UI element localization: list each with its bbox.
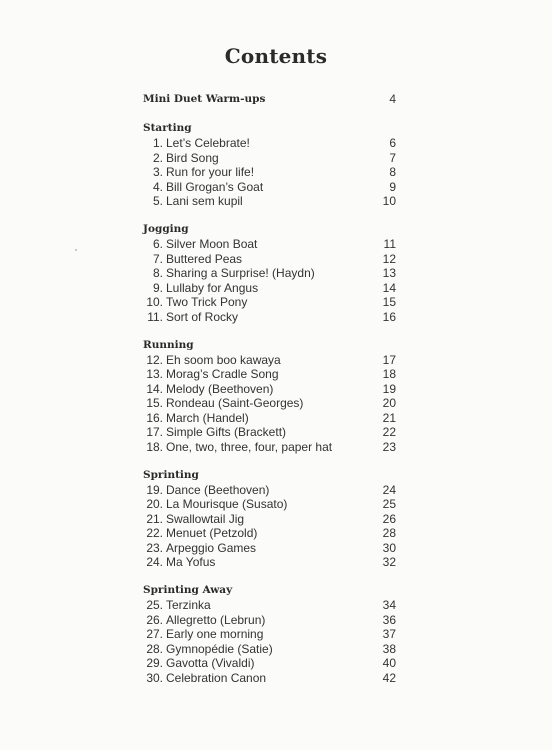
toc-entry[interactable]	[143, 642, 396, 657]
toc-entry[interactable]	[143, 526, 396, 541]
toc-entry[interactable]	[143, 555, 396, 570]
entry-title: Simple Gifts (Brackett)	[166, 425, 287, 439]
toc-section	[143, 222, 396, 324]
entry-page-number: 7	[389, 150, 396, 165]
entry-title: La Mourisque (Susato)	[166, 497, 288, 511]
entry-page-number: 18	[382, 367, 396, 381]
entry-title: Terzinka	[166, 598, 211, 612]
page-title: Contents	[224, 44, 328, 68]
entry-number: 4.	[152, 179, 163, 194]
entry-page-number: 16	[382, 309, 396, 324]
toc-entry[interactable]	[143, 180, 396, 195]
section-heading: Sprinting	[143, 468, 199, 481]
toc-entry[interactable]	[143, 353, 396, 368]
section-heading: Running	[143, 338, 194, 351]
toc-entry[interactable]	[143, 266, 396, 281]
entry-title: Gymnopédie (Satie)	[166, 641, 273, 656]
toc-entry[interactable]	[143, 310, 396, 325]
entry-number: 16.	[146, 410, 163, 425]
entry-page-number: 38	[382, 641, 396, 656]
toc-entry[interactable]	[143, 440, 396, 455]
entry-number: 5.	[152, 194, 163, 208]
entry-page-number: 34	[382, 598, 396, 612]
entry-title: Buttered Peas	[166, 251, 243, 266]
entry-title: Run for your life!	[166, 165, 255, 179]
entry-page-number: 21	[382, 410, 396, 425]
entry-number: 2.	[152, 150, 163, 165]
entry-page-number: 26	[382, 511, 396, 526]
entry-page-number: 24	[382, 482, 396, 497]
entry-page-number: 6	[389, 136, 396, 150]
entry-title: Melody (Beethoven)	[166, 381, 274, 396]
entry-number: 3.	[152, 165, 163, 179]
entry-title: One, two, three, four, paper hat	[166, 439, 333, 454]
entry-title: Morag’s Cradle Song	[166, 367, 279, 381]
entry-title: Dance (Beethoven)	[166, 482, 270, 497]
entry-title: March (Handel)	[166, 410, 249, 425]
entry-page-number: 40	[382, 656, 396, 670]
entry-number: 8.	[152, 266, 163, 280]
toc-intro-entry[interactable]	[143, 91, 396, 107]
toc-sections	[143, 121, 396, 685]
entry-number: 15.	[146, 396, 163, 410]
entry-number: 9.	[152, 280, 163, 295]
entry-number: 27.	[146, 627, 163, 641]
entry-page-number: 15	[382, 295, 396, 309]
toc-entry[interactable]	[143, 627, 396, 642]
toc-entry[interactable]	[143, 411, 396, 426]
toc-entry[interactable]	[143, 136, 396, 151]
entry-title: Sort of Rocky	[166, 309, 239, 324]
toc-section	[143, 121, 396, 209]
entry-title: Eh soom boo kawaya	[166, 352, 281, 367]
toc-entry[interactable]	[143, 656, 396, 671]
entry-number: 30.	[146, 670, 163, 685]
entry-title: Lani sem kupil	[166, 194, 243, 208]
toc-section	[143, 338, 396, 455]
toc-entry[interactable]	[143, 281, 396, 296]
entry-page-number: 28	[382, 526, 396, 540]
entry-title: Lullaby for Angus	[166, 280, 259, 295]
toc-entry[interactable]	[143, 151, 396, 166]
entry-page-number: 25	[382, 497, 396, 511]
entry-page-number: 20	[382, 396, 396, 410]
entry-number: 23.	[146, 540, 163, 555]
entry-page-number: 37	[382, 627, 396, 641]
section-heading: Starting	[143, 122, 192, 134]
entry-page-number: 12	[382, 251, 396, 266]
entry-page-number: 8	[389, 165, 396, 179]
entry-number: 29.	[146, 656, 163, 670]
entry-page-number: 19	[382, 381, 396, 396]
entry-number: 11.	[147, 309, 163, 324]
entry-title: Rondeau (Saint-Georges)	[166, 396, 304, 410]
entry-number: 21.	[146, 511, 163, 526]
entry-title: Celebration Canon	[166, 670, 267, 685]
toc-entry[interactable]	[143, 671, 396, 686]
toc-entry[interactable]	[143, 252, 396, 267]
toc-entry[interactable]	[143, 295, 396, 310]
toc-entry[interactable]	[143, 425, 396, 440]
entry-page-number: 23	[382, 439, 396, 454]
entry-number: 25.	[146, 598, 163, 612]
entry-number: 14.	[146, 381, 163, 396]
toc-section	[143, 583, 396, 685]
entry-number: 22.	[146, 526, 163, 540]
toc-entry[interactable]	[143, 367, 396, 382]
toc-entry[interactable]	[143, 497, 396, 512]
entry-title: Ma Yofus	[166, 555, 216, 569]
toc-entry[interactable]	[143, 483, 396, 498]
entry-title: Early one morning	[166, 627, 264, 641]
entry-number: 20.	[146, 497, 163, 511]
entry-number: 1.	[152, 136, 163, 150]
entry-page-number: 9	[389, 179, 396, 194]
entry-title: Gavotta (Vivaldi)	[166, 656, 255, 670]
entry-number: 18.	[146, 439, 163, 454]
toc-entry[interactable]	[143, 512, 396, 527]
toc-entry[interactable]	[143, 396, 396, 411]
entry-page-number: 10	[382, 194, 396, 208]
entry-number: 17.	[146, 425, 163, 439]
entry-number: 10.	[146, 295, 163, 309]
entry-page-number: 30	[382, 540, 396, 555]
entry-title: Two Trick Pony	[166, 295, 248, 309]
entry-number: 28.	[146, 641, 163, 656]
entry-number: 6.	[152, 237, 163, 251]
entry-title: Allegretto (Lebrun)	[166, 612, 266, 627]
entry-page-number: 36	[382, 612, 396, 627]
entry-number: 24.	[146, 555, 163, 569]
table-of-contents	[143, 91, 396, 699]
toc-entry[interactable]	[143, 541, 396, 556]
toc-entry[interactable]	[143, 237, 396, 252]
toc-entry[interactable]	[143, 613, 396, 628]
toc-section	[143, 468, 396, 570]
intro-label: Mini Duet Warm-ups	[143, 93, 266, 105]
entry-page-number: 17	[382, 352, 396, 367]
toc-entry[interactable]	[143, 165, 396, 180]
entry-title: Bird Song	[166, 150, 219, 165]
entry-page-number: 22	[382, 425, 396, 439]
toc-entry[interactable]	[143, 382, 396, 397]
entry-page-number: 32	[382, 555, 396, 569]
paper-speck	[75, 249, 77, 251]
entry-title: Silver Moon Boat	[166, 237, 258, 251]
entry-title: Menuet (Petzold)	[166, 526, 258, 540]
entry-number: 7.	[152, 251, 163, 266]
entry-page-number: 42	[382, 670, 396, 685]
entry-title: Bill Grogan’s Goat	[166, 179, 264, 194]
entry-number: 19.	[146, 482, 163, 497]
intro-page-number: 4	[389, 92, 396, 106]
entry-title: Let’s Celebrate!	[166, 136, 250, 150]
entry-number: 26.	[146, 612, 163, 627]
entry-title: Arpeggio Games	[166, 540, 257, 555]
entry-page-number: 11	[383, 237, 396, 251]
section-heading: Jogging	[143, 223, 189, 235]
toc-entry[interactable]	[143, 194, 396, 209]
toc-entry[interactable]	[143, 598, 396, 613]
entry-number: 13.	[146, 367, 163, 381]
entry-title: Sharing a Surprise! (Haydn)	[166, 266, 315, 280]
section-heading: Sprinting Away	[143, 584, 233, 596]
entry-title: Swallowtail Jig	[166, 511, 245, 526]
entry-page-number: 13	[382, 266, 396, 280]
entry-number: 12.	[146, 352, 163, 367]
entry-page-number: 14	[382, 280, 396, 295]
